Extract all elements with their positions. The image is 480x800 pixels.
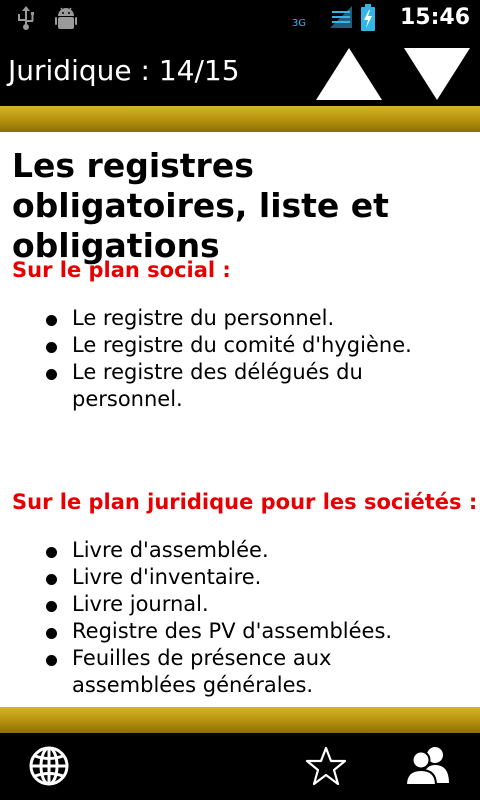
gold-divider-top <box>0 106 480 132</box>
triangle-down-icon <box>400 44 474 104</box>
list-item: Livre d'inventaire. <box>42 564 462 591</box>
globe-icon <box>26 743 72 789</box>
article-content[interactable] <box>0 132 480 707</box>
next-page-button[interactable] <box>400 44 474 104</box>
clock: 15:46 <box>399 4 470 30</box>
section-heading-juridique: Sur le plan juridique pour les sociétés : <box>12 490 478 514</box>
contacts-button[interactable] <box>403 743 453 789</box>
network-type-label: 3G <box>291 17 306 29</box>
status-bar <box>0 0 480 38</box>
article-title: Les registres obligatoires, liste et obligations <box>12 146 389 265</box>
signal-icon <box>328 4 352 30</box>
list-item: Le registre du personnel. <box>42 305 462 332</box>
list-item: Le registre du comité d'hygiène. <box>42 332 462 359</box>
web-button[interactable] <box>26 743 76 789</box>
list-item: Livre journal. <box>42 591 462 618</box>
header-bar <box>0 38 480 106</box>
list-item: Le registre des délégués du personnel. <box>42 359 462 413</box>
bottom-toolbar <box>0 733 480 800</box>
android-debug-icon <box>54 6 78 32</box>
section-page-title: Juridique : 14/15 <box>8 54 240 87</box>
list-item: Livre d'assemblée. <box>42 537 462 564</box>
company-register-list <box>42 537 462 699</box>
gold-divider-bottom <box>0 707 480 733</box>
triangle-up-icon <box>312 44 386 104</box>
section-heading-social: Sur le plan social : <box>12 258 231 282</box>
previous-page-button[interactable] <box>312 44 386 104</box>
favorite-button[interactable] <box>303 743 353 789</box>
usb-icon <box>14 6 38 32</box>
star-icon <box>303 743 349 789</box>
social-register-list <box>42 305 462 413</box>
list-item: Registre des PV d'assemblées. <box>42 618 462 645</box>
battery-charging-icon <box>360 4 384 30</box>
users-icon <box>403 743 453 789</box>
list-item: Feuilles de présence aux assemblées générales. <box>42 645 462 699</box>
